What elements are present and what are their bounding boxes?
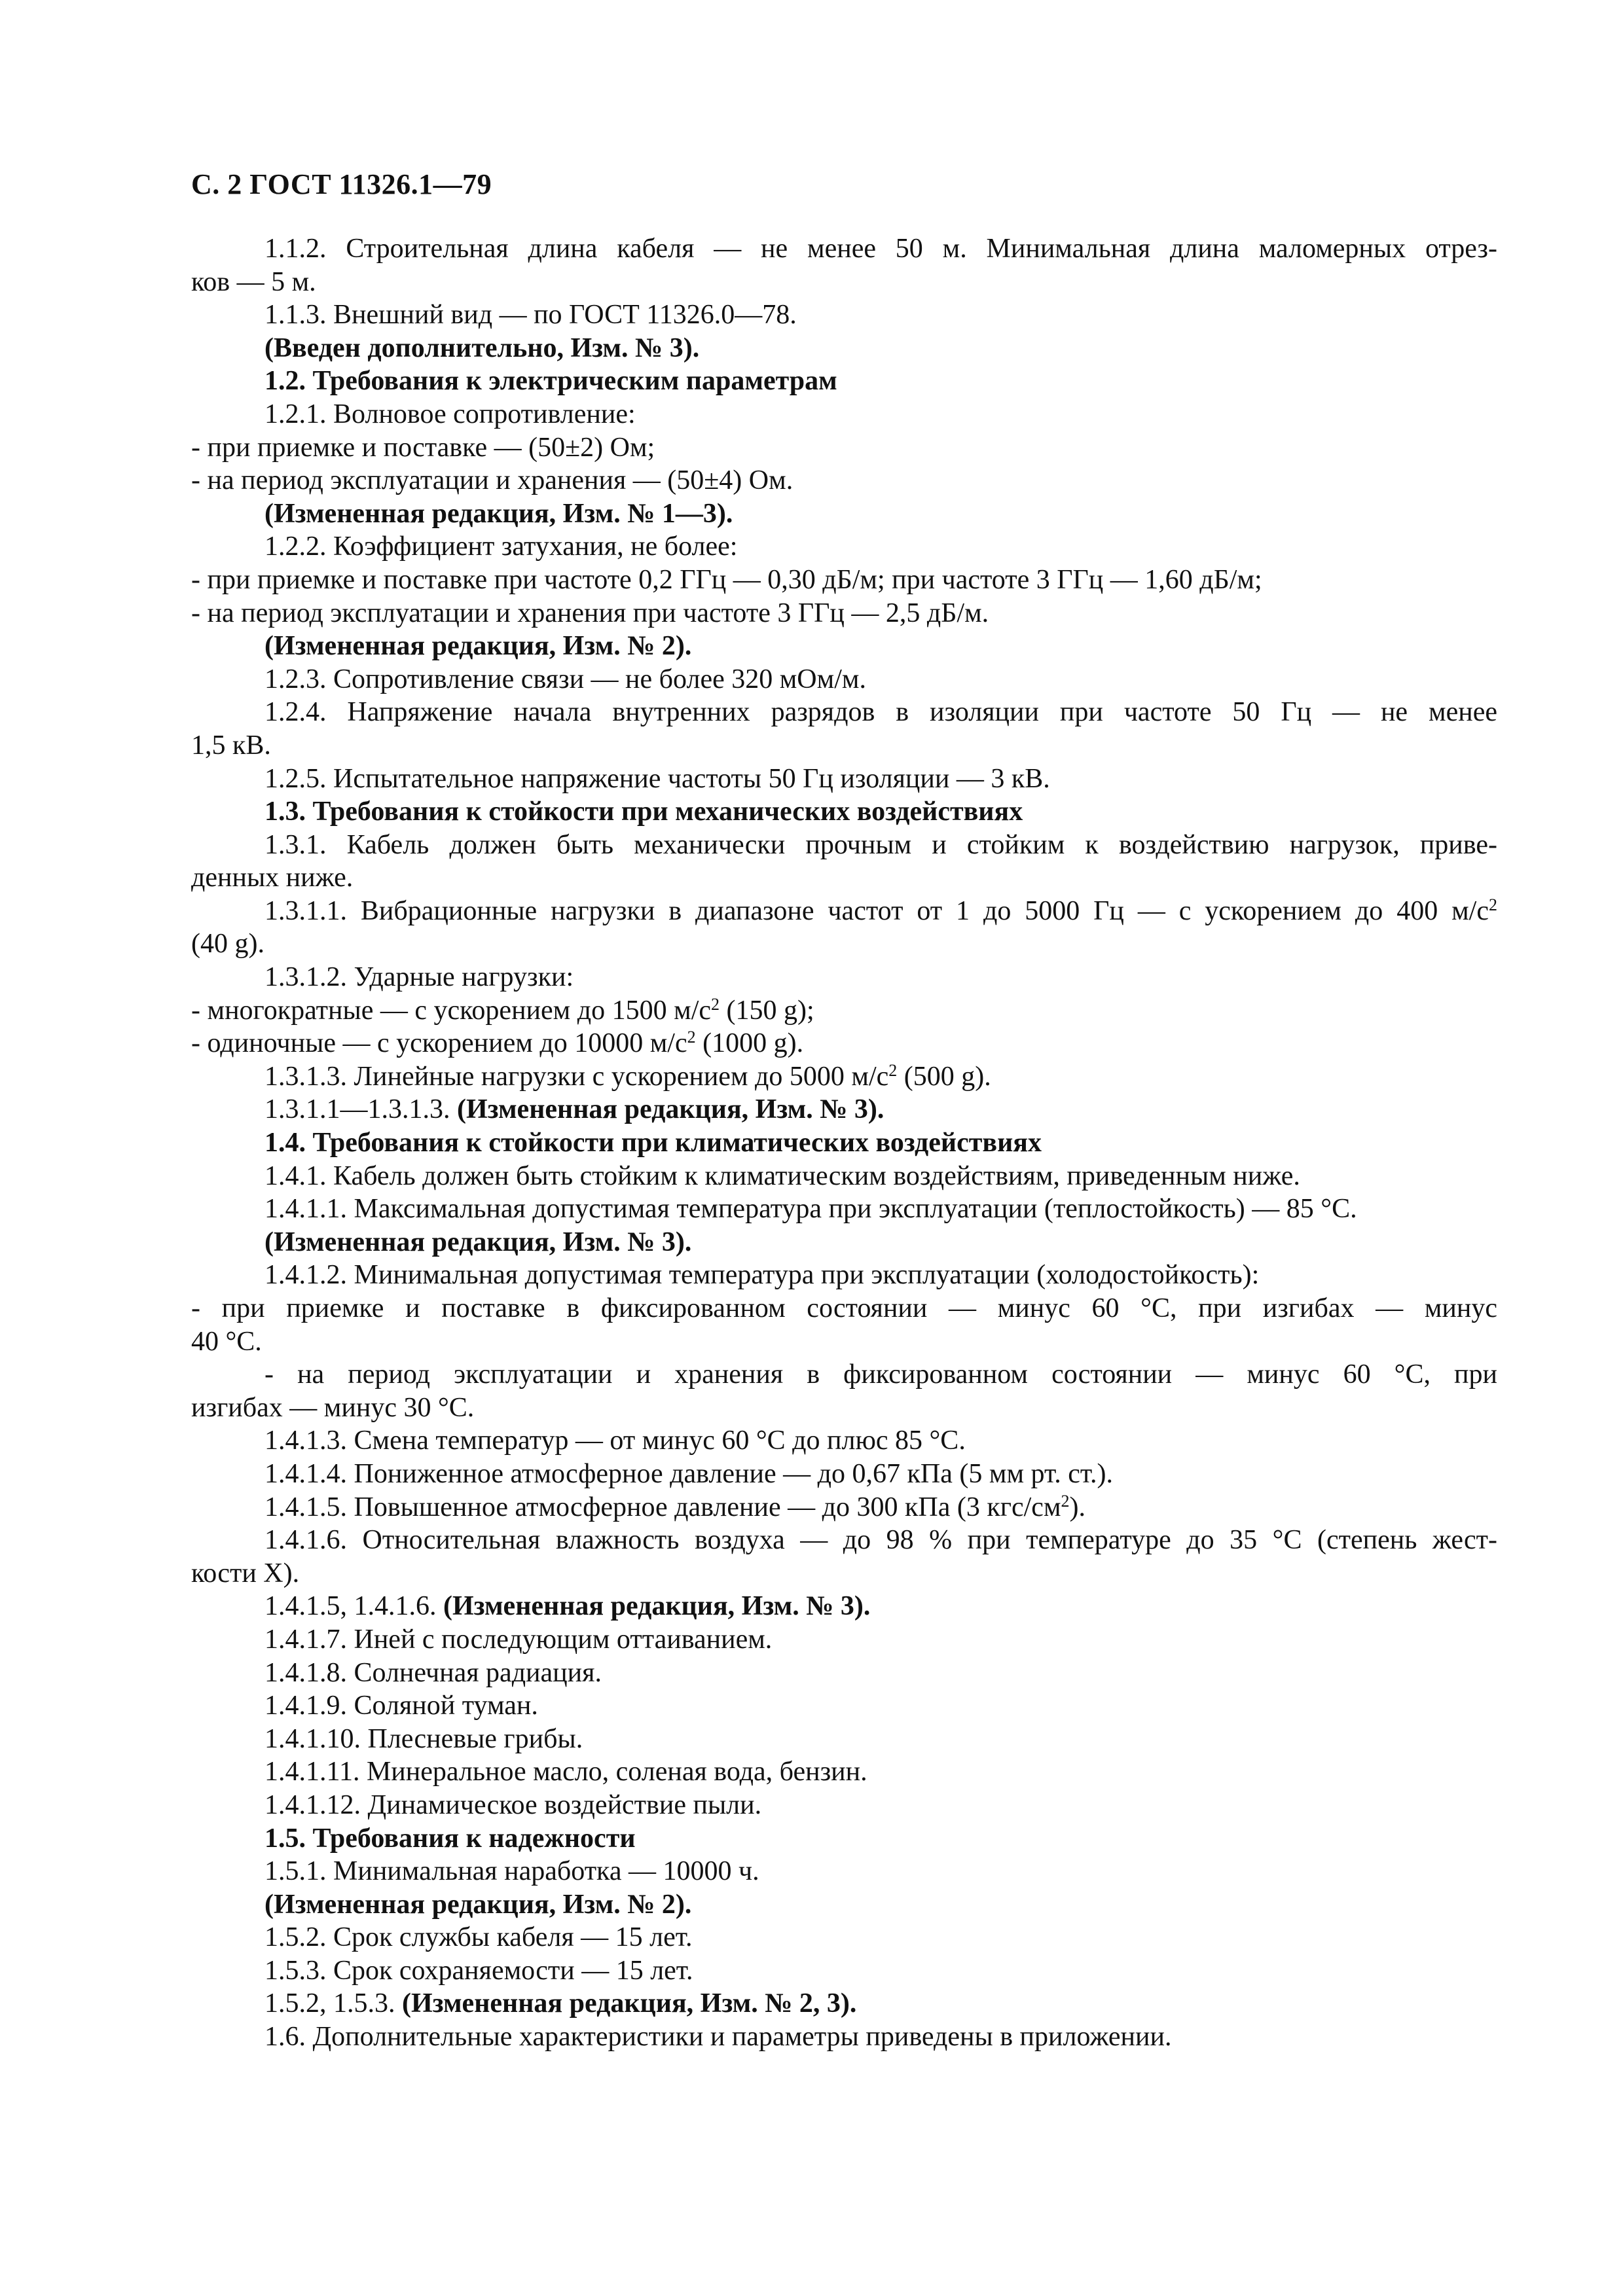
amendment-range: 1.5.2, 1.5.3. (Измененная редакция, Изм. № 2, 3). — [264, 1988, 857, 2019]
clause-1-2-2: 1.2.2. Коэффициент затухания, не более: — [264, 531, 738, 562]
clause-1-4-1-12: 1.4.1.12. Динамическое воздействие пыли. — [264, 1789, 762, 1820]
page-header: С. 2 ГОСТ 11326.1—79 — [191, 168, 492, 200]
clause-1-1-2: 1.1.2. Строительная длина кабеля — не менее 50 м. Минимальная длина маломерных отрез- — [264, 234, 1497, 264]
clause-1-4-1-9: 1.4.1.9. Соляной туман. — [264, 1691, 538, 1721]
list-item: - на период эксплуатации и хранения — (50±4) Ом. — [191, 465, 793, 496]
list-item: - одиночные — с ускорением до 10000 $м/с^2$ (1000 g). — [191, 1028, 804, 1059]
amendment-range: 1.3.1.1—1.3.1.3. (Измененная редакция, Изм. № 3). — [264, 1094, 884, 1125]
list-item-cont: изгибах — минус 30 °С. — [191, 1392, 475, 1423]
clause-1-2-1: 1.2.1. Волновое сопротивление: — [264, 399, 636, 429]
clause-1-4-1-6: 1.4.1.6. Относительная влажность воздуха — до 98 % при температуре до 35 °С (степень жест- — [264, 1525, 1497, 1556]
clause-1-4-1-2: 1.4.1.2. Минимальная допустимая температура при эксплуатации (холодостойкость): — [264, 1260, 1260, 1291]
clause-1-4-1-10: 1.4.1.10. Плесневые грибы. — [264, 1723, 583, 1754]
amendment-note: (Измененная редакция, Изм. № 2). — [264, 1889, 692, 1920]
list-item: - при приемке и поставке в фиксированном состоянии — минус 60 °С, при изгибах — минус — [191, 1293, 1497, 1323]
document-body — [191, 232, 1497, 2054]
clause-1-3-1-cont: денных ниже. — [191, 863, 354, 893]
list-item-cont: 40 °С. — [191, 1326, 262, 1357]
clause-1-4-1: 1.4.1. Кабель должен быть стойким к климатическим воздействиям, приведенным ниже. — [264, 1160, 1300, 1191]
amendment-range: 1.4.1.5, 1.4.1.6. (Измененная редакция, Изм. № 3). — [264, 1591, 871, 1622]
clause-1-4-1-8: 1.4.1.8. Солнечная радиация. — [264, 1657, 602, 1688]
list-item: - при приемке и поставке при частоте 0,2 ГГц — 0,30 дБ/м; при частоте 3 ГГц — 1,60 дБ/м; — [191, 564, 1262, 595]
clause-1-4-1-4: 1.4.1.4. Пониженное атмосферное давление — до 0,67 кПа (5 мм рт. ст.). — [264, 1458, 1114, 1489]
amendment-note: (Введен дополнительно, Изм. № 3). — [264, 332, 700, 363]
clause-1-3-1: 1.3.1. Кабель должен быть механически прочным и стойким к воздействию нагрузок, приве- — [264, 829, 1497, 860]
clause-1-2-3: 1.2.3. Сопротивление связи — не более 320 мОм/м. — [264, 664, 866, 694]
amendment-note: (Измененная редакция, Изм. № 2). — [264, 631, 692, 662]
list-item: - при приемке и поставке — (50±2) Ом; — [191, 432, 655, 463]
clause-1-4-1-11: 1.4.1.11. Минеральное масло, соленая вода, бензин. — [264, 1757, 867, 1787]
clause-1-3-1-3: 1.3.1.3. Линейные нагрузки с ускорением до 5000 $м/с^2$ (500 g). — [264, 1060, 991, 1092]
clause-1-3-1-1-cont: (40 g). — [191, 929, 264, 960]
clause-1-4-1-5: 1.4.1.5. Повышенное атмосферное давление — до 300 кПа (3 кгс/$см^2$). — [264, 1491, 1086, 1522]
clause-1-1-3: 1.1.3. Внешний вид — по ГОСТ 11326.0—78. — [264, 300, 797, 331]
clause-1-5-2: 1.5.2. Срок службы кабеля — 15 лет. — [264, 1922, 693, 1953]
clause-1-2-5: 1.2.5. Испытательное напряжение частоты 50 Гц изоляции — 3 кВ. — [264, 763, 1050, 794]
section-heading-1-5: 1.5. Требования к надежности — [264, 1823, 636, 1854]
clause-1-2-4-cont: 1,5 кВ. — [191, 730, 271, 761]
section-heading-1-3: 1.3. Требования к стойкости при механических воздействиях — [264, 797, 1023, 827]
clause-1-3-1-2: 1.3.1.2. Ударные нагрузки: — [264, 962, 574, 993]
clause-1-4-1-1: 1.4.1.1. Максимальная допустимая температура при эксплуатации (теплостойкость) — 85 °С. — [264, 1194, 1357, 1225]
section-heading-1-4: 1.4. Требования к стойкости при климатических воздействиях — [264, 1128, 1042, 1158]
section-heading-1-2: 1.2. Требования к электрическим параметрам — [264, 366, 837, 397]
clause-1-6: 1.6. Дополнительные характеристики и параметры приведены в приложении. — [264, 2022, 1172, 2053]
clause-1-4-1-3: 1.4.1.3. Смена температур — от минус 60 °С до плюс 85 °С. — [264, 1426, 966, 1456]
clause-1-4-1-6-cont: кости X). — [191, 1558, 300, 1588]
clause-1-4-1-7: 1.4.1.7. Иней с последующим оттаиванием. — [264, 1624, 773, 1655]
amendment-note: (Измененная редакция, Изм. № 3). — [264, 1227, 692, 1257]
clause-1-5-1: 1.5.1. Минимальная наработка — 10000 ч. — [264, 1856, 759, 1887]
clause-1-5-3: 1.5.3. Срок сохраняемости — 15 лет. — [264, 1955, 693, 1986]
clause-1-1-2-cont: ков — 5 м. — [191, 266, 316, 297]
list-item: - на период эксплуатации и хранения при частоте 3 ГГц — 2,5 дБ/м. — [191, 598, 989, 628]
clause-1-3-1-1: 1.3.1.1. Вибрационные нагрузки в диапазоне частот от 1 до 5000 Гц — с ускорением до 400 $м/с^2$ — [264, 895, 1497, 926]
list-item: - на период эксплуатации и хранения в фиксированном состоянии — минус 60 °С, при — [264, 1359, 1497, 1390]
list-item: - многократные — с ускорением до 1500 $м/с^2$ (150 g); — [191, 994, 814, 1026]
amendment-note: (Измененная редакция, Изм. № 1—3). — [264, 498, 733, 529]
clause-1-2-4: 1.2.4. Напряжение начала внутренних разрядов в изоляции при частоте 50 Гц — не менее — [264, 697, 1497, 728]
